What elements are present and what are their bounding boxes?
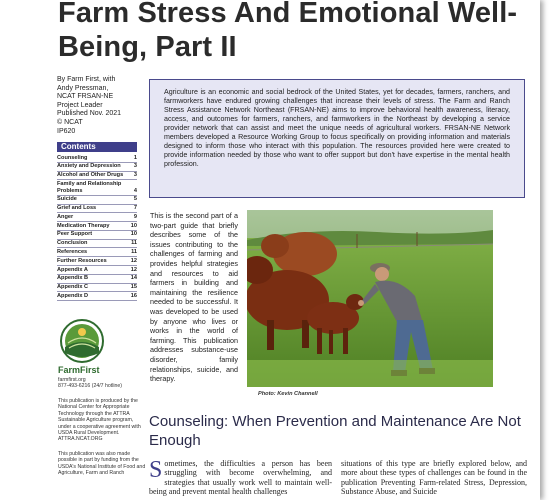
meta-line: Project Leader xyxy=(57,101,103,109)
toc-item[interactable] xyxy=(57,154,137,163)
toc-page: 12 xyxy=(130,257,137,264)
brand-name: FarmFirst xyxy=(58,365,100,375)
toc-page: 11 xyxy=(131,240,137,247)
toc-label: Alcohol and Other Drugs xyxy=(57,172,124,179)
brand-url[interactable]: farmfirst.org xyxy=(58,377,86,383)
toc-page: 5 xyxy=(133,196,137,203)
toc-page: 14 xyxy=(130,275,137,282)
toc-label: Anger xyxy=(57,213,74,220)
meta-line: NCAT FRSAN-NE xyxy=(57,93,114,101)
toc-item[interactable] xyxy=(57,213,137,222)
meta-line: By Farm First, with xyxy=(57,76,116,83)
meta-line: IP620 xyxy=(57,127,76,135)
section-text-col1 xyxy=(149,459,332,497)
toc-page: 11 xyxy=(131,249,137,255)
funding-note: This publication is produced by the National Center for Appropriate Technology through the ATTRA Sustainable Agriculture program, under a cooperative agreement with USDA Rural Development. ATTRA.NCAT.ORG xyxy=(58,398,141,443)
toc-item[interactable] xyxy=(57,257,137,266)
toc-page: 9 xyxy=(133,213,137,220)
toc-label: Conclusion xyxy=(57,240,88,247)
body-paragraph: This is the second part of a two-part guide that briefly describes some of the issues contributing to the challenges of farming and provides helpful strategies and resources to aid farmers in building and maintaining the resilience needed to be successful. It was developed to be used by anyone who lives or works in the world of farming. This publication addresses substance-use disorder, family relationships, suicide, and therapy. xyxy=(150,211,238,384)
contents-heading: Contents xyxy=(57,142,137,152)
toc-item[interactable] xyxy=(57,163,137,172)
toc-item[interactable] xyxy=(57,292,137,301)
brand-hotline: 877-493-6216 (24/7 hotline) xyxy=(58,383,123,390)
toc-label: Grief and Loss xyxy=(57,205,97,212)
toc-page: 10 xyxy=(130,231,137,238)
toc-label: Appendix C xyxy=(57,284,89,291)
toc-label: Medication Therapy xyxy=(57,222,110,229)
toc-label: Suicide xyxy=(57,196,77,203)
toc-page: 16 xyxy=(130,292,137,299)
toc-label: Counseling xyxy=(57,154,88,161)
toc-page: 7 xyxy=(133,205,137,212)
toc-item[interactable] xyxy=(57,172,137,181)
meta-line: Andy Pressman, xyxy=(57,84,109,92)
toc-item[interactable] xyxy=(57,284,137,293)
toc-item[interactable] xyxy=(57,275,137,284)
col1-text: ometimes, the difficulties a person has been struggling with become overwhelming, and strategies that usually work well to maintain well-being and prevent mental health challenges xyxy=(149,459,332,497)
toc-label: Further Resources xyxy=(57,257,107,264)
drop-cap: S xyxy=(149,457,163,483)
toc-item[interactable] xyxy=(57,222,137,231)
toc-item[interactable] xyxy=(57,180,137,195)
meta-line: © NCAT xyxy=(57,118,83,126)
toc-item[interactable] xyxy=(57,248,137,257)
toc-item[interactable] xyxy=(57,196,137,205)
intro-box: Agriculture is an economic and social bedrock of the United States, yet for decades, farmers, ranchers, and farmworkers have endured growing challenges that increase their levels of stress. The Farm and Ranch Stress Assistance Network Northeast (FRSAN-NE) aims to improve behavioral health awareness, literacy, access, and outcomes for farmers, ranchers, and farmworkers in the Northeast by developing a service provider network that can assist and meet the unique needs of agricultural workers. FRSAN-NE Network members developed a Resource Working Group to focus specifically on providing information and materials designed to inform those who interact with this population. The resources provided here were created to provide information needed by those who want to offer support but don't have expertise in the mental health profession. xyxy=(149,79,525,198)
farmfirst-logo xyxy=(60,319,104,363)
farmer-cattle-photo xyxy=(247,210,493,387)
section-heading: Counseling: When Prevention and Maintenance Are Not Enough xyxy=(149,413,521,449)
toc-page: 12 xyxy=(130,266,137,273)
toc-page: 3 xyxy=(133,163,137,170)
toc-label: Appendix A xyxy=(57,266,88,273)
toc-item[interactable] xyxy=(57,266,137,275)
toc-item[interactable] xyxy=(57,231,137,240)
toc-page: 1 xyxy=(133,154,137,161)
toc-label: Appendix B xyxy=(57,275,89,282)
toc-label: Appendix D xyxy=(57,292,89,299)
toc-page: 15 xyxy=(130,284,137,291)
author-meta xyxy=(57,76,147,136)
toc-item[interactable] xyxy=(57,240,137,249)
funding-note-2: This publication was also made possible in part by funding from the USDA's National Institute of Food and Agriculture, Farm and Ranch xyxy=(58,451,146,477)
toc-item[interactable] xyxy=(57,205,137,214)
toc-label: Family and Relationship Problems xyxy=(57,180,122,194)
photo-credit: Photo: Kevin Channell xyxy=(258,391,318,397)
toc-page: 4 xyxy=(133,187,137,194)
table-of-contents xyxy=(57,154,137,301)
toc-label: Peer Support xyxy=(57,231,93,238)
brand-contact xyxy=(58,377,150,390)
page-title: Farm Stress And Emotional Well-Being, Part II xyxy=(58,0,518,63)
toc-label: References xyxy=(57,249,88,255)
toc-label: Anxiety and Depression xyxy=(57,163,121,170)
section-text-col2: situations of this type are briefly explored below, and more about these types of challenges can be found in the publication Preventing Farm-related Stress, Depression, Substance Abuse, and Suicide xyxy=(341,459,527,497)
meta-line: Published Nov. 2021 xyxy=(57,110,122,118)
toc-page: 10 xyxy=(130,222,137,229)
toc-page: 3 xyxy=(133,172,137,179)
